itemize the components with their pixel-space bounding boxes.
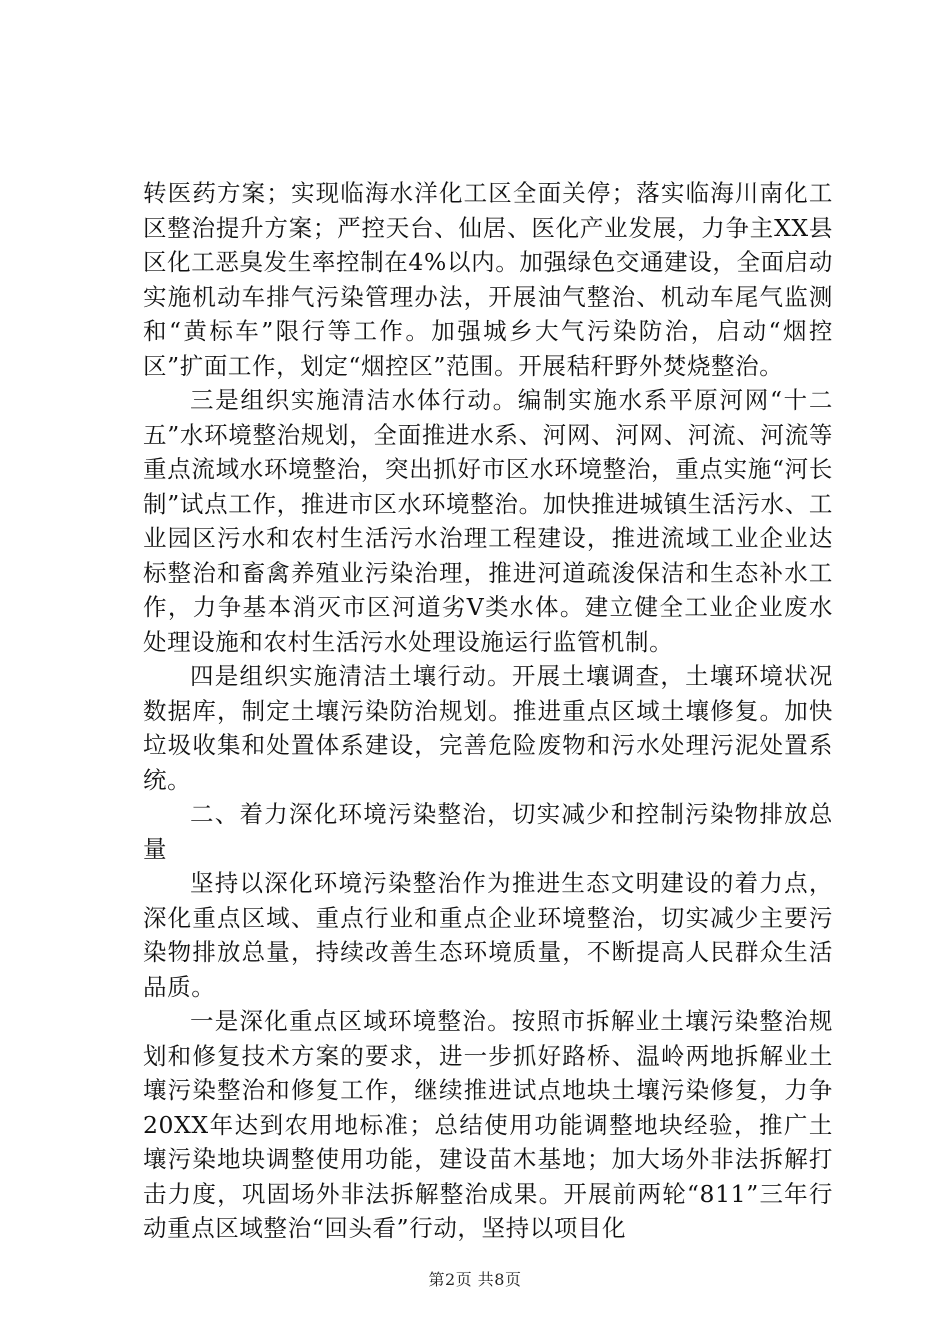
page-number-footer: 第2页 共8页 [428, 1270, 522, 1289]
section-heading: 二、着力深化环境污染整治，切实减少和控制污染物排放总量 [143, 800, 833, 863]
paragraph: 三是组织实施清洁水体行动。编制实施水系平原河网“十二五”水环境整治规划，全面推进水系、河网、河网、河流、河流等重点流域水环境整治，突出抓好市区水环境整治，重点实施“河长制”试点工作，推进市区水环境整治。加快推进城镇生活污水、工业园区污水和农村生活污水治理工程建设，推进流域工业企业达标整治和畜禽养殖业污染治理，推进河道疏浚保洁和生态补水工作，力争基本消灭市区河道劣Ⅴ类水体。建立健全工业企业废水处理设施和农村生活污水处理设施运行监管机制。 [143, 386, 833, 656]
paragraph: 四是组织实施清洁土壤行动。开展土壤调查，土壤环境状况数据库，制定土壤污染防治规划。推进重点区域土壤修复。加快垃圾收集和处置体系建设，完善危险废物和污水处理污泥处置系统。 [143, 662, 833, 794]
document-body [143, 176, 833, 1246]
paragraph: 转医药方案；实现临海水洋化工区全面关停；落实临海川南化工区整治提升方案；严控天台、仙居、医化产业发展，力争主XX县区化工恶臭发生率控制在4%以内。加强绿色交通建设，全面启动实施机动车排气污染管理办法，开展油气整治、机动车尾气监测和“黄标车”限行等工作。加强城乡大气污染防治，启动“烟控区”扩面工作，划定“烟控区”范围。开展秸秆野外焚烧整治。 [143, 179, 833, 380]
paragraph: 坚持以深化环境污染整治作为推进生态文明建设的着力点，深化重点区域、重点行业和重点企业环境整治，切实减少主要污染物排放总量，持续改善生态环境质量，不断提高人民群众生活品质。 [143, 869, 833, 1001]
paragraph: 一是深化重点区域环境整治。按照市拆解业土壤污染整治规划和修复技术方案的要求，进一步抓好路桥、温岭两地拆解业土壤污染整治和修复工作，继续推进试点地块土壤污染修复，力争20XX年达到农用地标准；总结使用功能调整地块经验，推广土壤污染地块调整使用功能，建设苗木基地；加大场外非法拆解打击力度，巩固场外非法拆解整治成果。开展前两轮“811”三年行动重点区域整治“回头看”行动，坚持以项目化 [143, 1007, 833, 1242]
